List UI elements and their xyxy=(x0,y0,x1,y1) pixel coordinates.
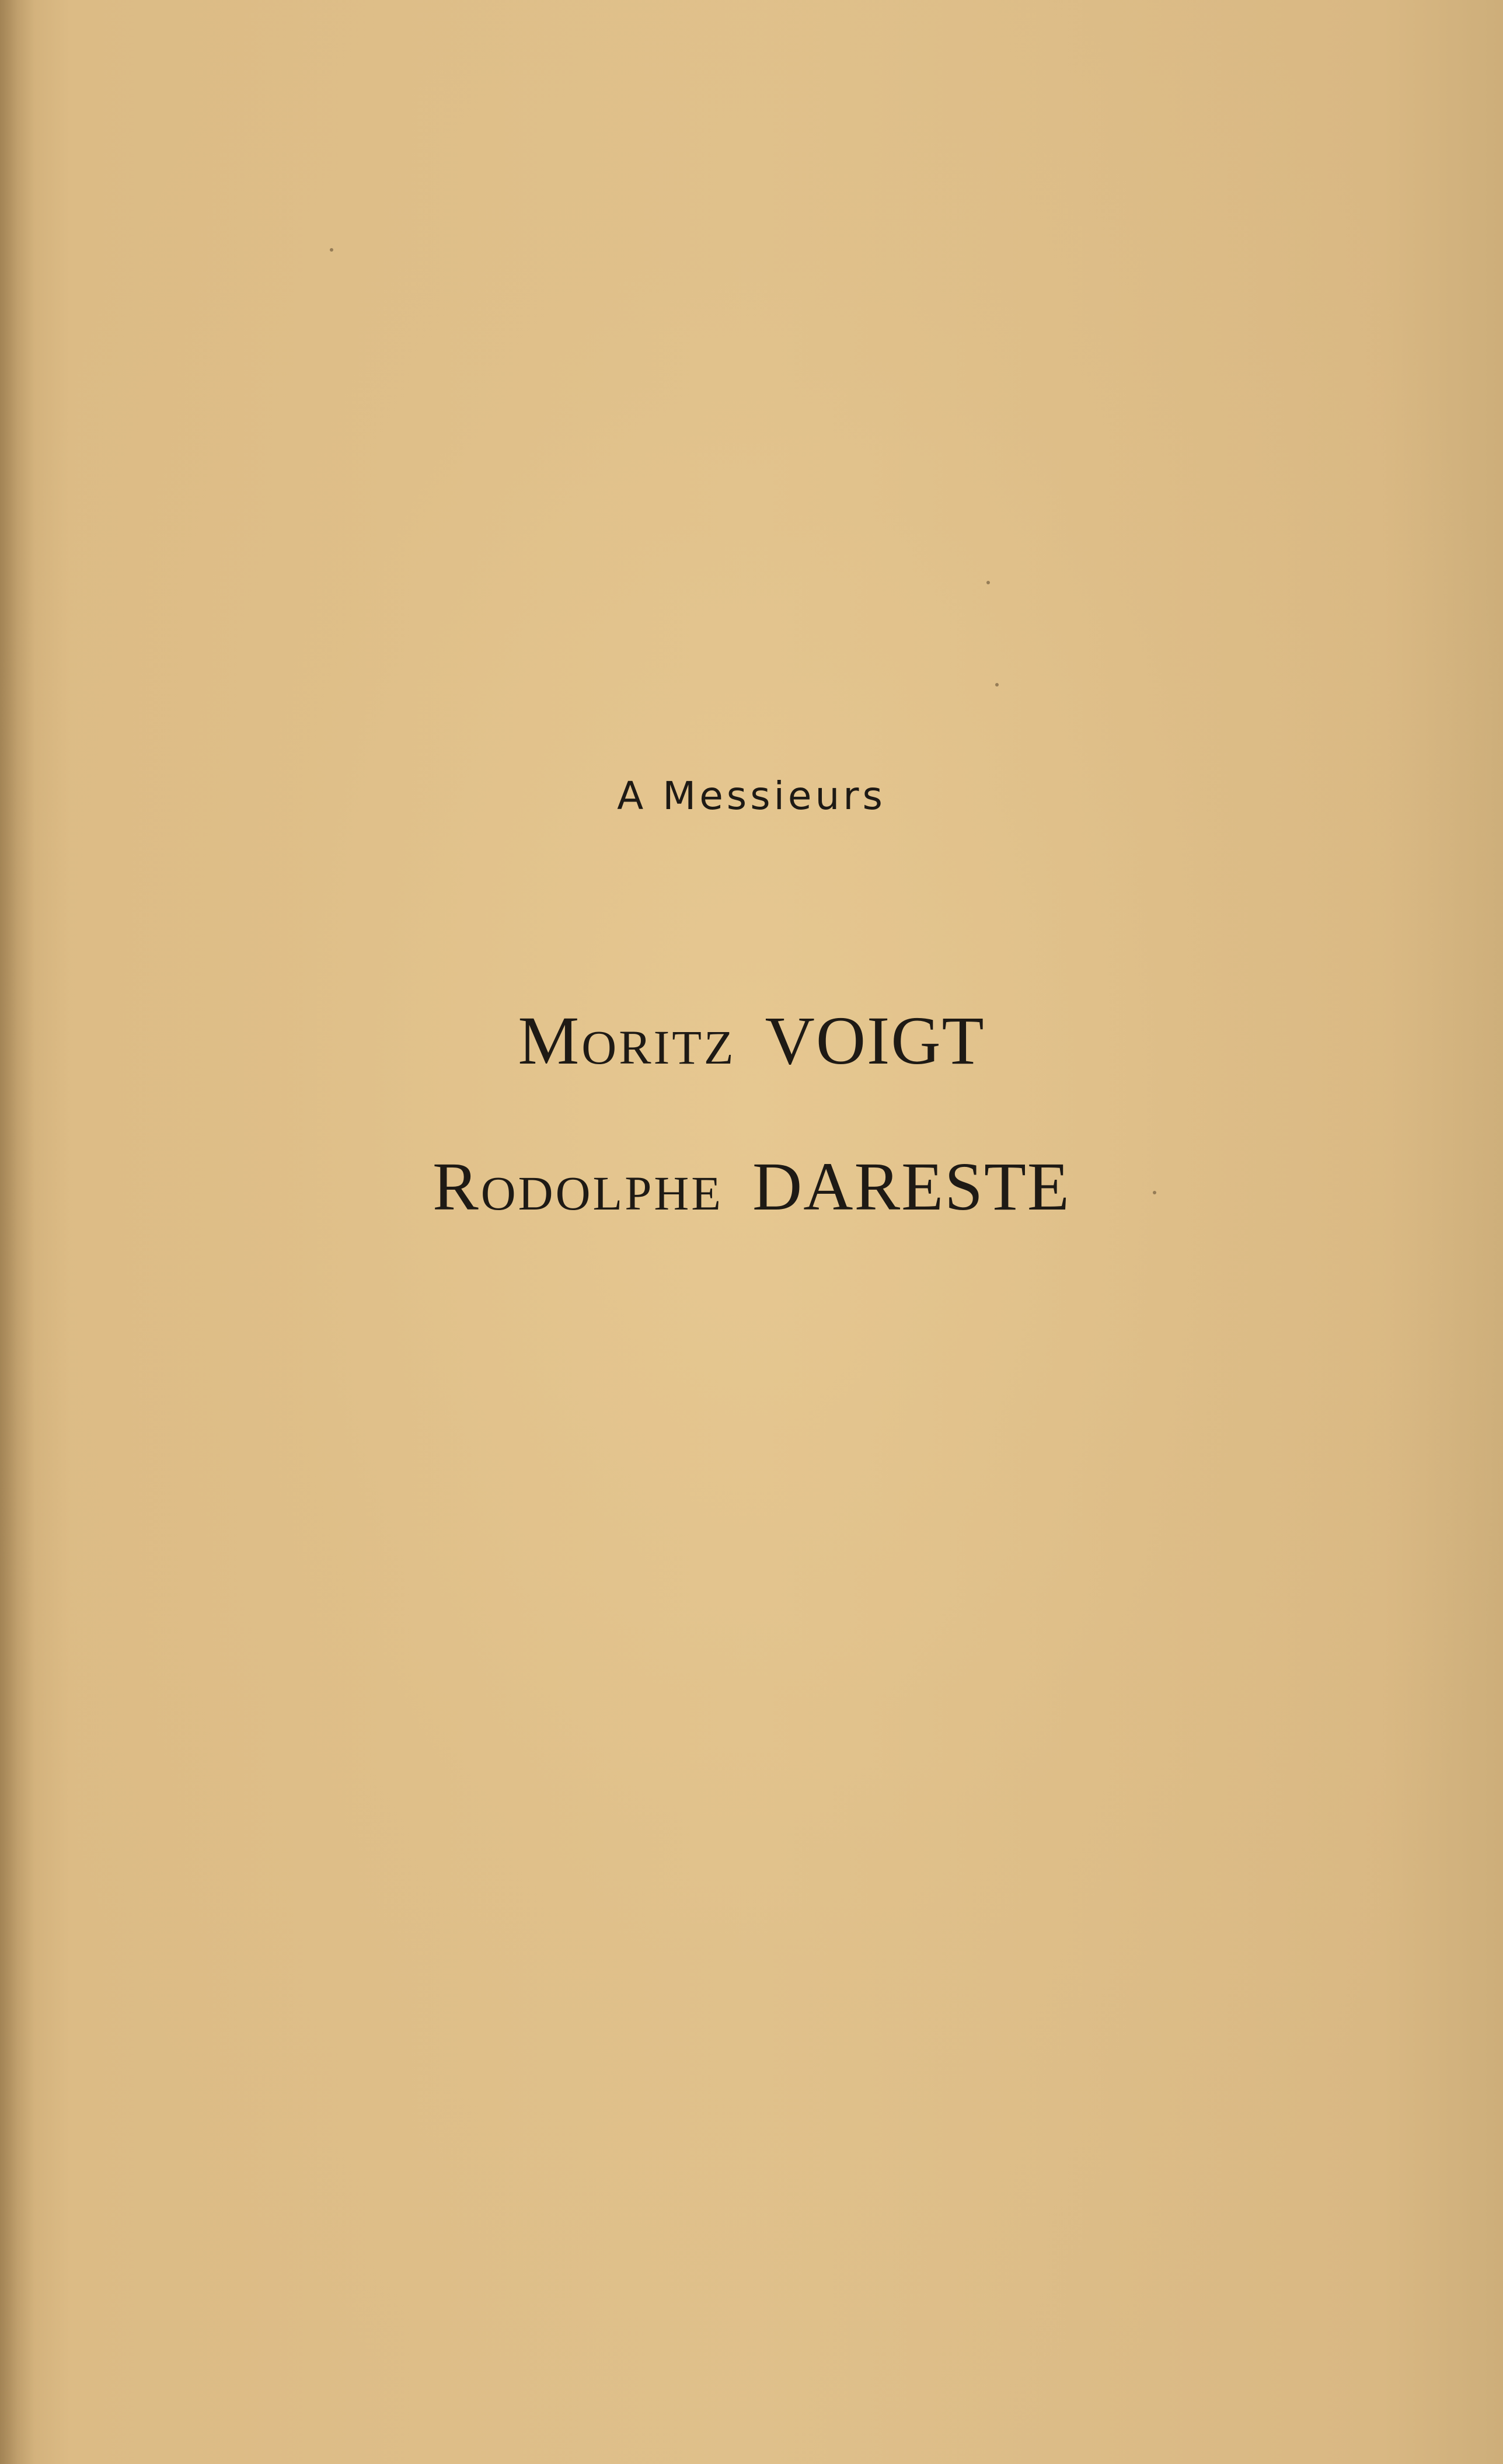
dedicatee-first-name: Rodolphe xyxy=(432,1148,724,1225)
dedicatee-name xyxy=(0,1001,1503,1081)
dedicatee-first-name: Moritz xyxy=(518,1002,736,1079)
dedicatee-last-name: VOIGT xyxy=(765,1002,985,1079)
paper-speck xyxy=(330,248,333,252)
dedicatee-name xyxy=(0,1147,1503,1226)
page-edge-shadow xyxy=(0,0,35,2464)
dedication-line: A Messieurs xyxy=(617,773,886,818)
dedicatee-last-name: DARESTE xyxy=(752,1148,1071,1225)
paper-speck xyxy=(995,683,999,686)
paper-speck xyxy=(986,581,990,584)
